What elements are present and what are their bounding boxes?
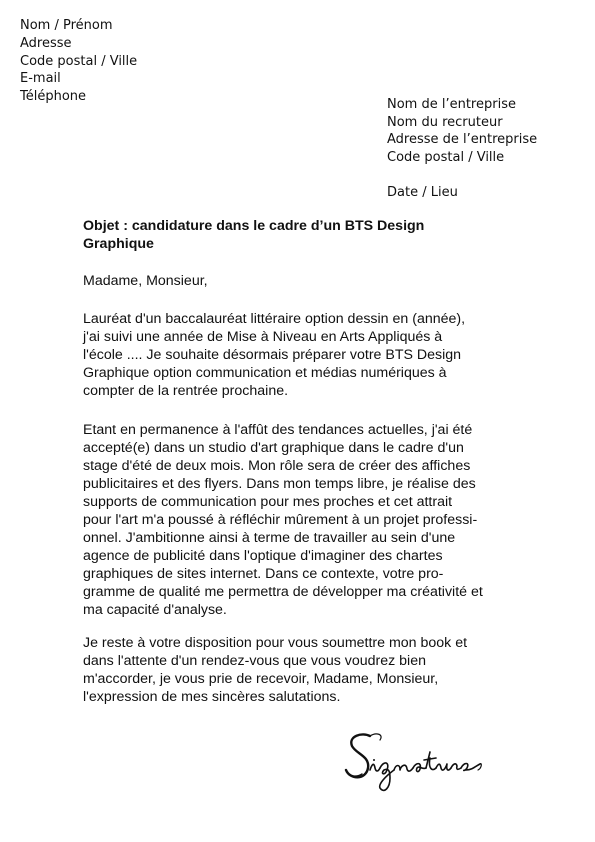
paragraph-experience (83, 421, 513, 619)
recipient-company: Nom de l’entreprise (387, 97, 516, 112)
recipient-recruiter: Nom du recruteur (387, 114, 503, 130)
paragraph-line: m'accorder, je vous prie de recevoir, Madame, Monsieur, (83, 671, 439, 687)
paragraph-line: onnel. J'ambitionne ainsi à terme de travailler au sein d'une (83, 530, 456, 546)
paragraph-line: dans l'attente d'un rendez-vous que vous voudrez bien (83, 653, 426, 669)
paragraph-line: pour l'art m'a poussé à réfléchir mûrement à un projet professi- (83, 512, 478, 528)
paragraph-line: graphiques de sites internet. Dans ce contexte, votre pro- (83, 566, 444, 582)
paragraph-line: publicitaires et des flyers. Dans mon temps libre, je réalise des (83, 476, 476, 492)
paragraph-line: agence de publicité dans l'optique d'imaginer des chartes (83, 548, 443, 564)
paragraph-line: Je reste à votre disposition pour vous soumettre mon book et (83, 635, 468, 651)
subject-line-1: Objet : candidature dans le cadre d’un BTS Design (83, 218, 425, 234)
paragraph-line: stage d'été de deux mois. Mon rôle sera de créer des affiches (83, 458, 471, 474)
sender-block (20, 17, 137, 106)
paragraph-line: Etant en permanence à l'affût des tendances actuelles, j'ai été (83, 422, 473, 438)
recipient-address: Adresse de l’entreprise (387, 132, 538, 148)
paragraph-line: Graphique option communication et médias numériques à (83, 365, 447, 381)
subject-line-2: Graphique (83, 236, 154, 252)
recipient-block (387, 96, 537, 166)
paragraph-line: ma capacité d'analyse. (83, 602, 227, 618)
sender-postal-city: Code postal / Ville (20, 53, 138, 69)
subject-line (83, 217, 503, 253)
paragraph-line: j'ai suivi une année de Mise à Niveau en Arts Appliqués à (83, 329, 443, 345)
paragraph-line: Lauréat d'un baccalauréat littéraire option dessin en (année), (83, 311, 466, 327)
recipient-postal-city: Code postal / Ville (387, 149, 505, 165)
paragraph-line: l'expression de mes sincères salutations. (83, 689, 341, 705)
date-place: Date / Lieu (387, 185, 458, 200)
paragraph-line: supports de communication pour mes proches et cet attrait (83, 494, 453, 510)
signature-icon (340, 724, 490, 804)
paragraph-line: l'école .... Je souhaite désormais préparer votre BTS Design (83, 347, 462, 363)
sender-email: E-mail (20, 71, 61, 87)
sender-name: Nom / Prénom (20, 18, 113, 33)
paragraph-intro (83, 310, 513, 400)
paragraph-line: accepté(e) dans un studio d'art graphique dans le cadre d'un (83, 440, 464, 456)
paragraph-line: compter de la rentrée prochaine. (83, 383, 289, 399)
paragraph-line: gramme de qualité me permettra de développer ma créativité et (83, 584, 483, 600)
salutation: Madame, Monsieur, (83, 273, 208, 289)
sender-phone: Téléphone (20, 89, 87, 105)
paragraph-closing (83, 634, 513, 706)
sender-address: Adresse (20, 35, 72, 51)
